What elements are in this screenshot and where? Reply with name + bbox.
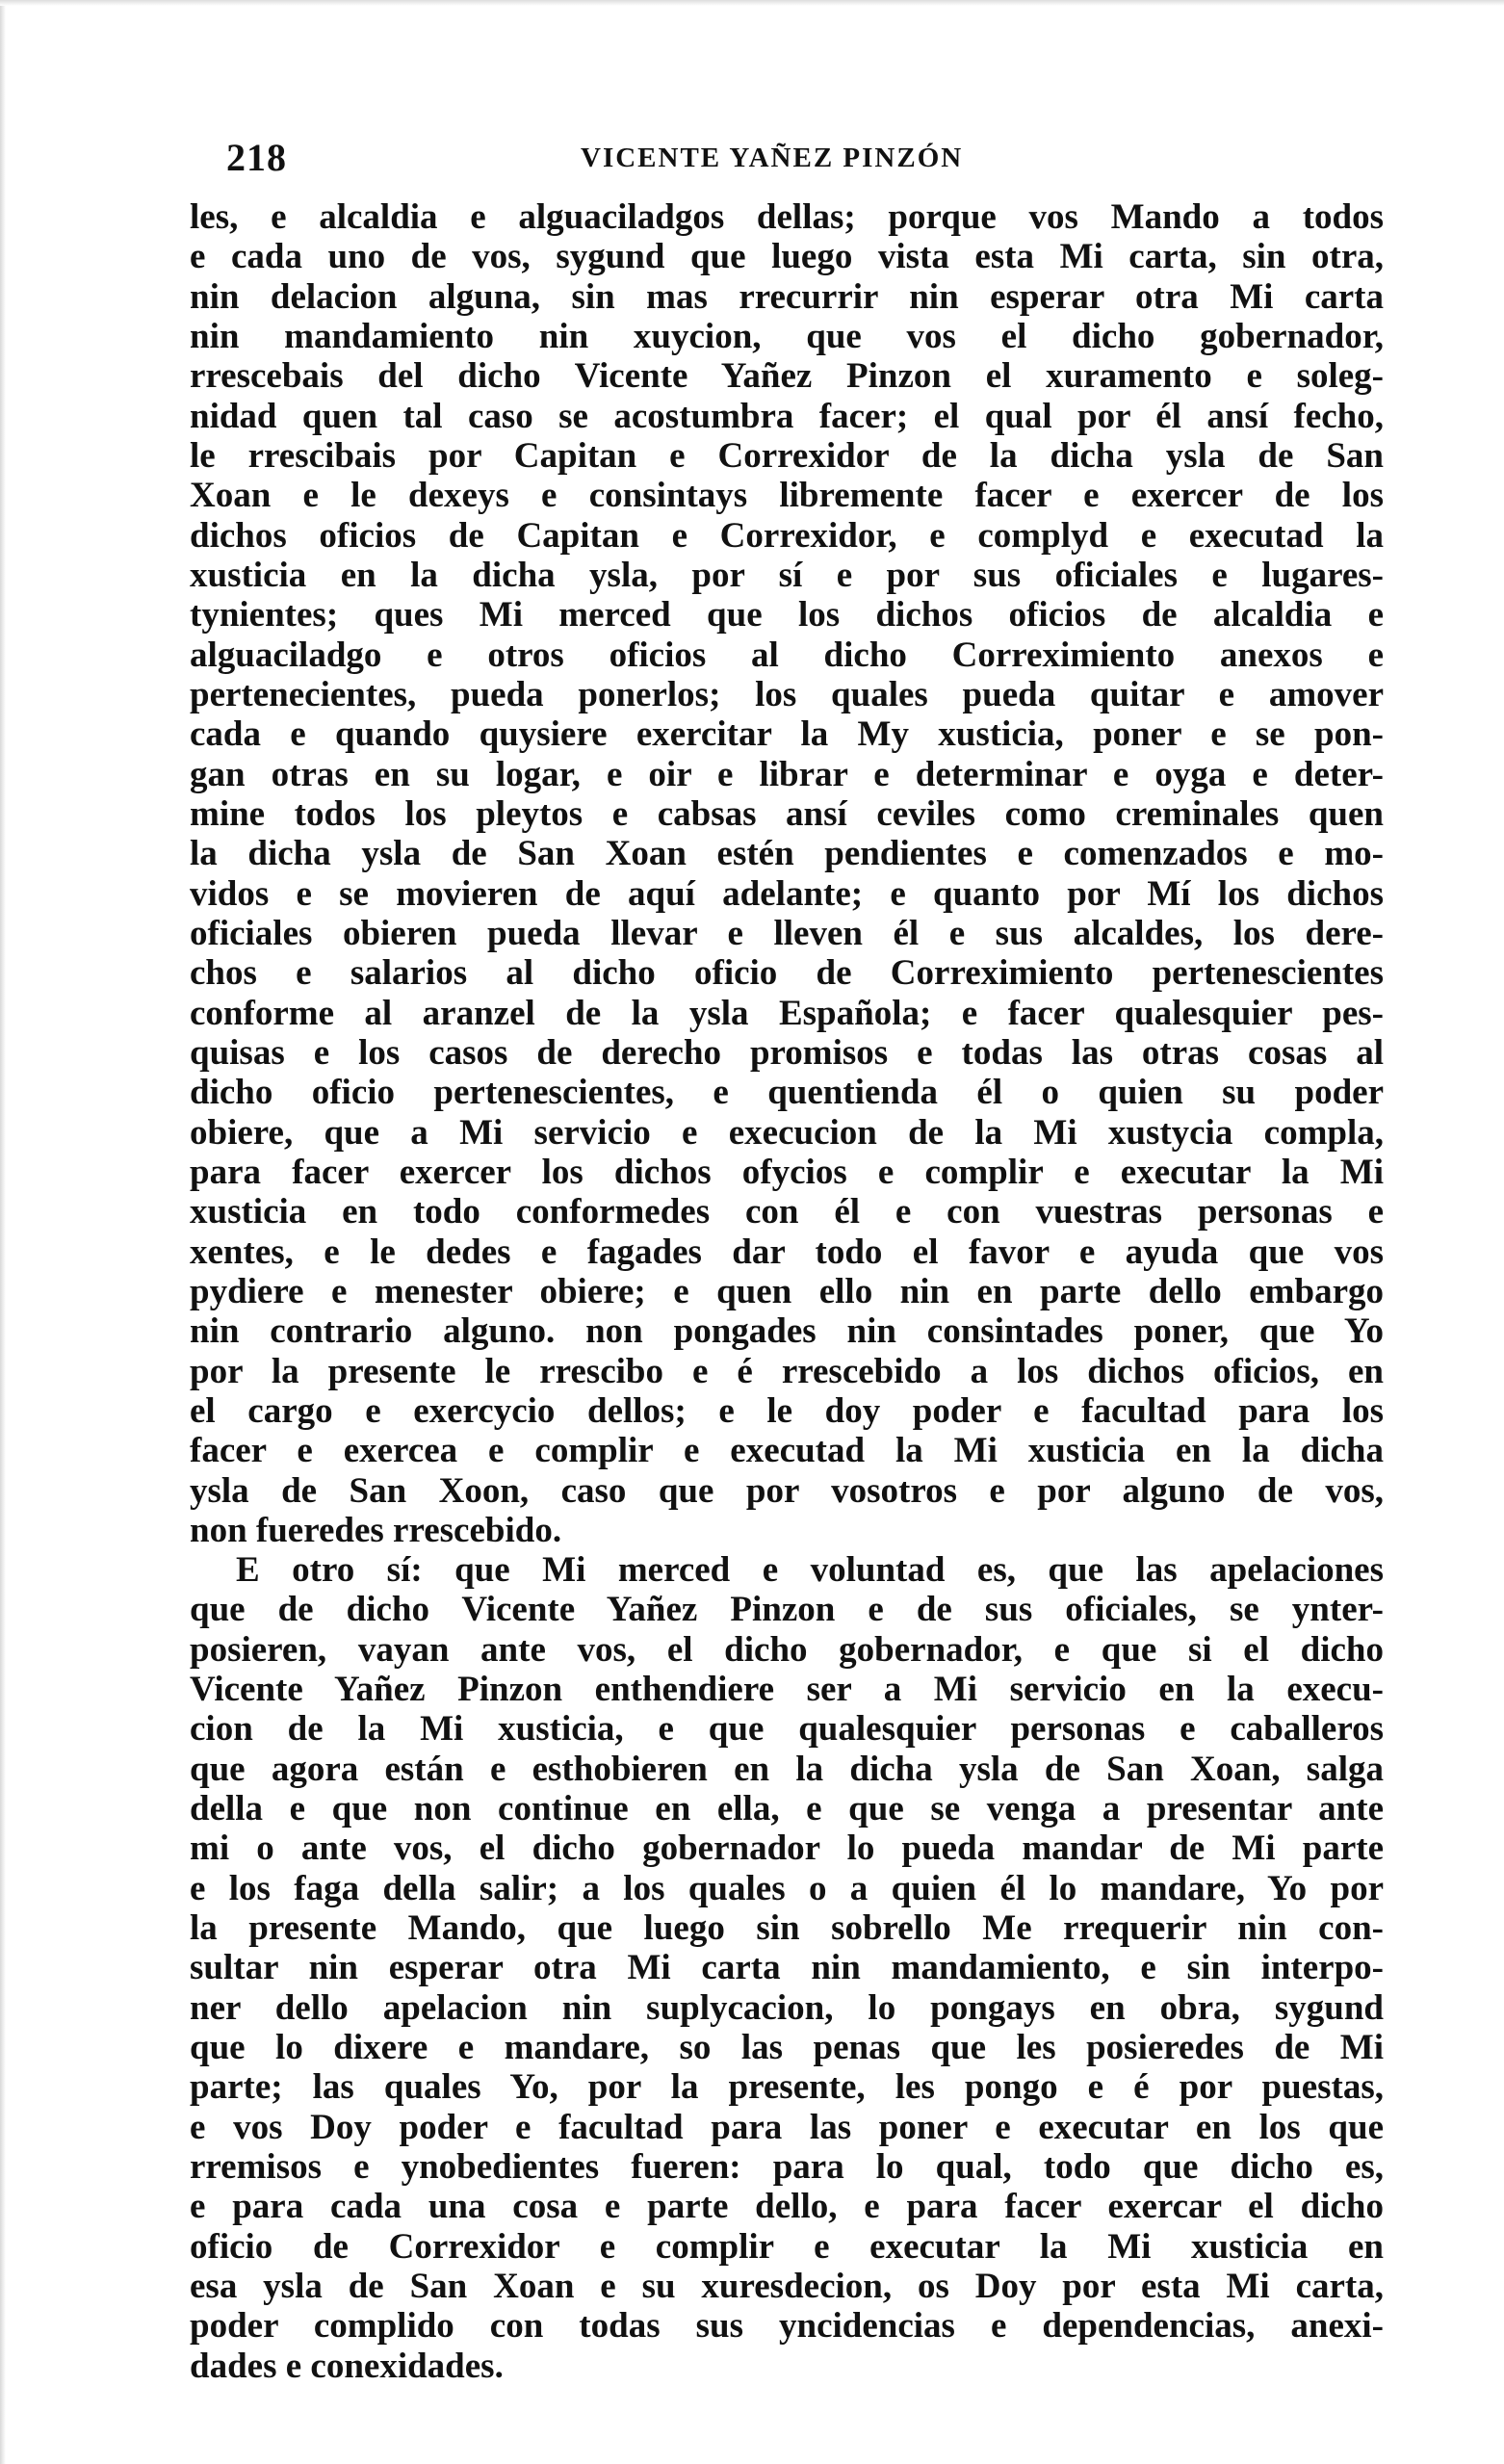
paragraph-end-line: dades e conexidades. — [190, 2346, 504, 2386]
text-line: nin mandamiento nin xuycion, que vos el dicho gobernador, — [190, 316, 1384, 356]
text-line: esa ysla de San Xoan e su xuresdecion, os Doy por esta Mi carta, — [190, 2267, 1384, 2307]
text-line: alguaciladgo e otros oficios al dicho Correximiento anexos e — [190, 635, 1384, 675]
text-line: gan otras en su logar, e oir e librar e determinar e oyga e deter- — [190, 754, 1384, 794]
text-line: pertenecientes, pueda ponerlos; los quales pueda quitar e amover — [190, 674, 1384, 714]
text-line: le rrescibais por Capitan e Correxidor de la dicha ysla de San — [190, 435, 1384, 476]
text-line: rrescebais del dicho Vicente Yañez Pinzon el xuramento e soleg- — [190, 356, 1384, 397]
text-line: para facer exercer los dichos ofycios e complir e executar la Mi — [190, 1152, 1384, 1192]
text-line: obiere, que a Mi servicio e execucion de la Mi xustycia compla, — [190, 1112, 1384, 1153]
text-line: nin delacion alguna, sin mas rrecurrir nin esperar otra Mi carta — [190, 276, 1384, 317]
text-line: chos e salarios al dicho oficio de Correximiento pertenescientes — [190, 953, 1384, 994]
text-line: oficiales obieren pueda llevar e lleven él e sus alcaldes, los dere- — [190, 913, 1384, 953]
text-line: facer e exercea e complir e executad la Mi xusticia en la dicha — [190, 1431, 1384, 1471]
text-line: posieren, vayan ante vos, el dicho gobernador, e que si el dicho — [190, 1629, 1384, 1670]
text-line: nin contrario alguno. non pongades nin consintades poner, que Yo — [190, 1311, 1384, 1352]
text-line: sultar nin esperar otra Mi carta nin mandamiento, e sin interpo- — [190, 1948, 1384, 1988]
text-line: e vos Doy poder e facultad para las poner e executar en los que — [190, 2107, 1384, 2147]
text-line: dicho oficio pertenescientes, e quentienda él o quien su poder — [190, 1073, 1384, 1113]
page-number: 218 — [226, 136, 287, 179]
text-line: Vicente Yañez Pinzon enthendiere ser a Mi servicio en la execu- — [190, 1670, 1384, 1710]
text-line: e cada uno de vos, sygund que luego vista esta Mi carta, sin otra, — [190, 237, 1384, 277]
text-line: por la presente le rrescibo e é rrescebido a los dichos oficios, en — [190, 1351, 1384, 1391]
scan-shadow-top — [0, 0, 1504, 6]
text-line: la dicha ysla de San Xoan estén pendientes e comenzados e mo- — [190, 834, 1384, 874]
text-line: conforme al aranzel de la ysla Española; e facer qualesquier pes- — [190, 993, 1384, 1033]
text-line: ysla de San Xoon, caso que por vosotros e por alguno de vos, — [190, 1470, 1384, 1511]
text-line: della e que non continue en ella, e que se venga a presentar ante — [190, 1789, 1384, 1829]
text-line: rremisos e ynobedientes fueren: para lo qual, todo que dicho es, — [190, 2147, 1384, 2188]
text-line: que agora están e esthobieren en la dicha ysla de San Xoan, salga — [190, 1749, 1384, 1789]
text-line: el cargo e exercycio dellos; e le doy poder e facultad para los — [190, 1390, 1384, 1431]
text-line: e los faga della salir; a los quales o a quien él lo mandare, Yo por — [190, 1868, 1384, 1908]
text-line: la presente Mando, que luego sin sobrello Me rrequerir nin con- — [190, 1908, 1384, 1949]
text-line: cion de la Mi xusticia, e que qualesquier personas e caballeros — [190, 1709, 1384, 1750]
text-line: Xoan e le dexeys e consintays libremente facer e exercer de los — [190, 476, 1384, 516]
text-line: que de dicho Vicente Yañez Pinzon e de sus oficiales, se ynter- — [190, 1590, 1384, 1630]
text-line: xentes, e le dedes e fagades dar todo el favor e ayuda que vos — [190, 1232, 1384, 1272]
text-line: mi o ante vos, el dicho gobernador lo pueda mandar de Mi parte — [190, 1829, 1384, 1869]
scan-shadow-left — [0, 0, 6, 2464]
text-line: parte; las quales Yo, por la presente, les pongo e é por puestas, — [190, 2067, 1384, 2108]
paragraph-end-line: non fueredes rrescebido. — [190, 1510, 562, 1550]
text-line: quisas e los casos de derecho promisos e todas las otras cosas al — [190, 1032, 1384, 1073]
text-line: pydiere e menester obiere; e quen ello nin en parte dello embargo — [190, 1271, 1384, 1311]
text-line: que lo dixere e mandare, so las penas que les posieredes de Mi — [190, 2028, 1384, 2068]
text-line: vidos e se movieren de aquí adelante; e quanto por Mí los dichos — [190, 873, 1384, 914]
text-line: ner dello apelacion nin suplycacion, lo pongays en obra, sygund — [190, 1987, 1384, 2028]
running-head: VICENTE YAÑEZ PINZÓN — [581, 143, 964, 173]
text-line: poder complido con todas sus yncidencias e dependencias, anexi- — [190, 2306, 1384, 2347]
text-line: cada e quando quysiere exercitar la My xusticia, poner e se pon- — [190, 714, 1384, 755]
text-line: oficio de Correxidor e complir e executar la Mi xusticia en — [190, 2226, 1384, 2267]
text-line: mine todos los pleytos e cabsas ansí ceviles como creminales quen — [190, 793, 1384, 834]
body-text — [190, 197, 1384, 2386]
text-line: dichos oficios de Capitan e Correxidor, e complyd e executad la — [190, 515, 1384, 556]
text-line: xusticia en la dicha ysla, por sí e por sus oficiales e lugares- — [190, 555, 1384, 595]
text-line: tynientes; ques Mi merced que los dichos oficios de alcaldia e — [190, 595, 1384, 635]
text-line: les, e alcaldia e alguaciladgos dellas; porque vos Mando a todos — [190, 197, 1384, 237]
text-line: xusticia en todo conformedes con él e con vuestras personas e — [190, 1192, 1384, 1232]
text-line: nidad quen tal caso se acostumbra facer; el qual por él ansí fecho, — [190, 396, 1384, 436]
text-line: e para cada una cosa e parte dello, e para facer exercar el dicho — [190, 2187, 1384, 2227]
paragraph-start-line: E otro sí: que Mi merced e voluntad es, que las apelaciones — [236, 1550, 1384, 1591]
page-header — [224, 135, 1380, 193]
